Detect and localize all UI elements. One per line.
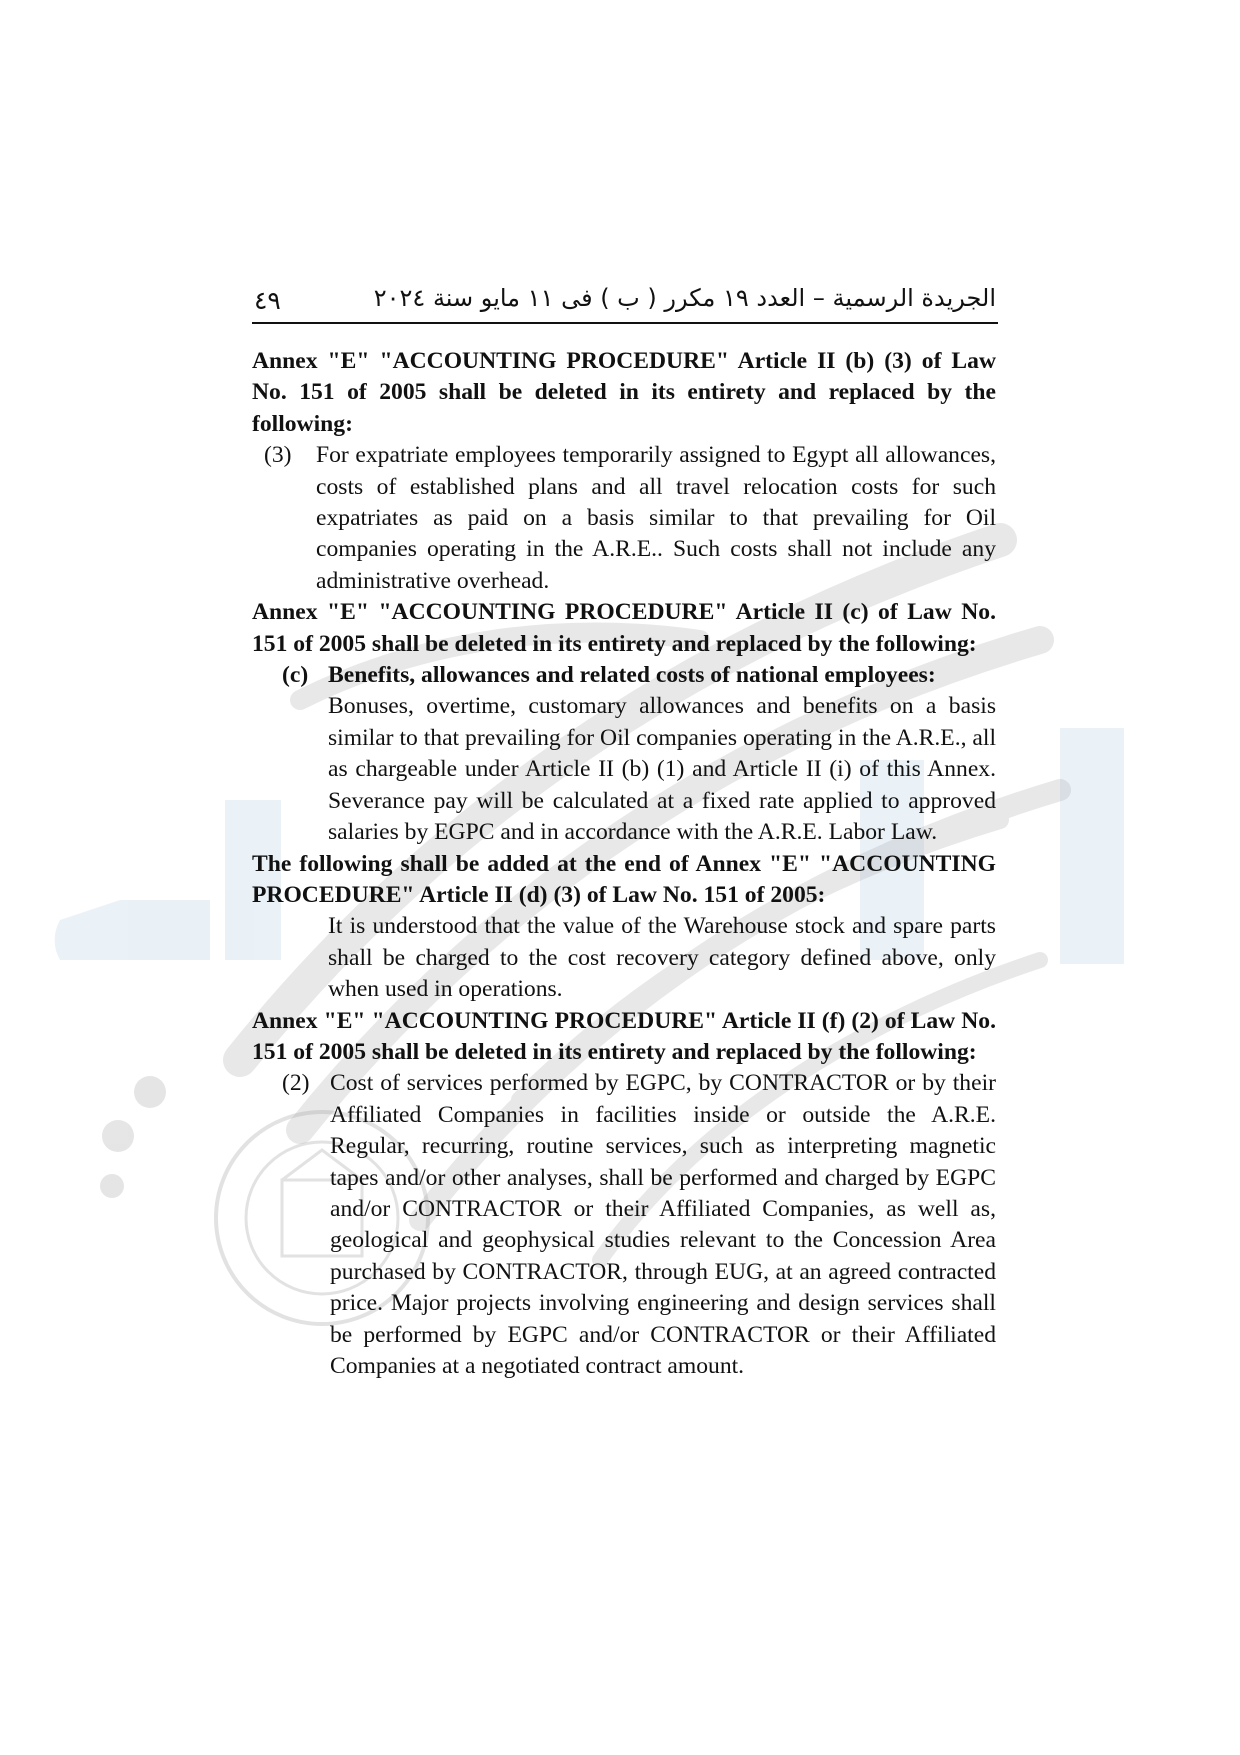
section-heading: The following shall be added at the end of Annex "E" "ACCOUNTING PROCEDURE" Article II (d) (3) of Law No. 151 of 2005: bbox=[252, 850, 996, 908]
gazette-title: الجريدة الرسمية – العدد ١٩ مكرر ( ب ) فى ١١ مايو سنة ٢٠٢٤ bbox=[373, 284, 996, 312]
section-heading: Annex "E" "ACCOUNTING PROCEDURE" Article II (f) (2) of Law No. 151 of 2005 shall be deleted in its entirety and replaced by the following: bbox=[252, 1007, 996, 1065]
page-number: ٤٩ bbox=[254, 286, 281, 315]
item-text: For expatriate employees temporarily assigned to Egypt all allowances, costs of established plans and all travel relocation costs for such expatriates as paid on a basis similar to that prevailing for Oil companies operating in the A.R.E.. Such costs shall not include any administrative overhead. bbox=[316, 442, 996, 594]
page-header bbox=[252, 282, 998, 324]
item-text: Bonuses, overtime, customary allowances and benefits on a basis similar to that prevailing for Oil companies operating in the A.R.E., all as chargeable under Article II (b) (1) and Article II (i) of this Annex. Severance pay will be calculated at a fixed rate applied to approved salaries by EGPC and in accordance with the A.R.E. Labor Law. bbox=[328, 693, 996, 846]
list-item bbox=[252, 660, 996, 848]
list-item bbox=[252, 440, 996, 597]
item-number: (2) bbox=[282, 1070, 310, 1097]
section-heading: Annex "E" "ACCOUNTING PROCEDURE" Article II (b) (3) of Law No. 151 of 2005 shall be deleted in its entirety and replaced by the following: bbox=[252, 348, 996, 437]
item-title: Benefits, allowances and related costs of national employees: bbox=[328, 662, 936, 689]
list-item bbox=[252, 1068, 996, 1382]
document-body bbox=[252, 346, 996, 1382]
item-number: (c) bbox=[282, 662, 309, 689]
item-text: Cost of services performed by EGPC, by CONTRACTOR or by their Affiliated Companies in facilities inside or outside the A.R.E. Regular, recurring, routine services, such as interpreting magnetic tapes and/or other analyses, shall be performed and charged by EGPC and/or CONTRACTOR or their Affiliated Companies, as well as, geological and geophysical studies relevant to the Concession Area purchased by CONTRACTOR, through EUG, at an agreed contracted price. Major projects involving engineering and design services shall be performed by EGPC and/or CONTRACTOR or their Affiliated Companies at a negotiated contract amount. bbox=[330, 1070, 996, 1379]
section-heading: Annex "E" "ACCOUNTING PROCEDURE" Article II (c) of Law No. 151 of 2005 shall be deleted in its entirety and replaced by the following: bbox=[252, 599, 996, 657]
item-number: (3) bbox=[264, 442, 292, 469]
watermark-dots bbox=[100, 1076, 166, 1198]
item-text: It is understood that the value of the Warehouse stock and spare parts shall be charged to the cost recovery category defined above, only when used in operations. bbox=[328, 913, 996, 1003]
